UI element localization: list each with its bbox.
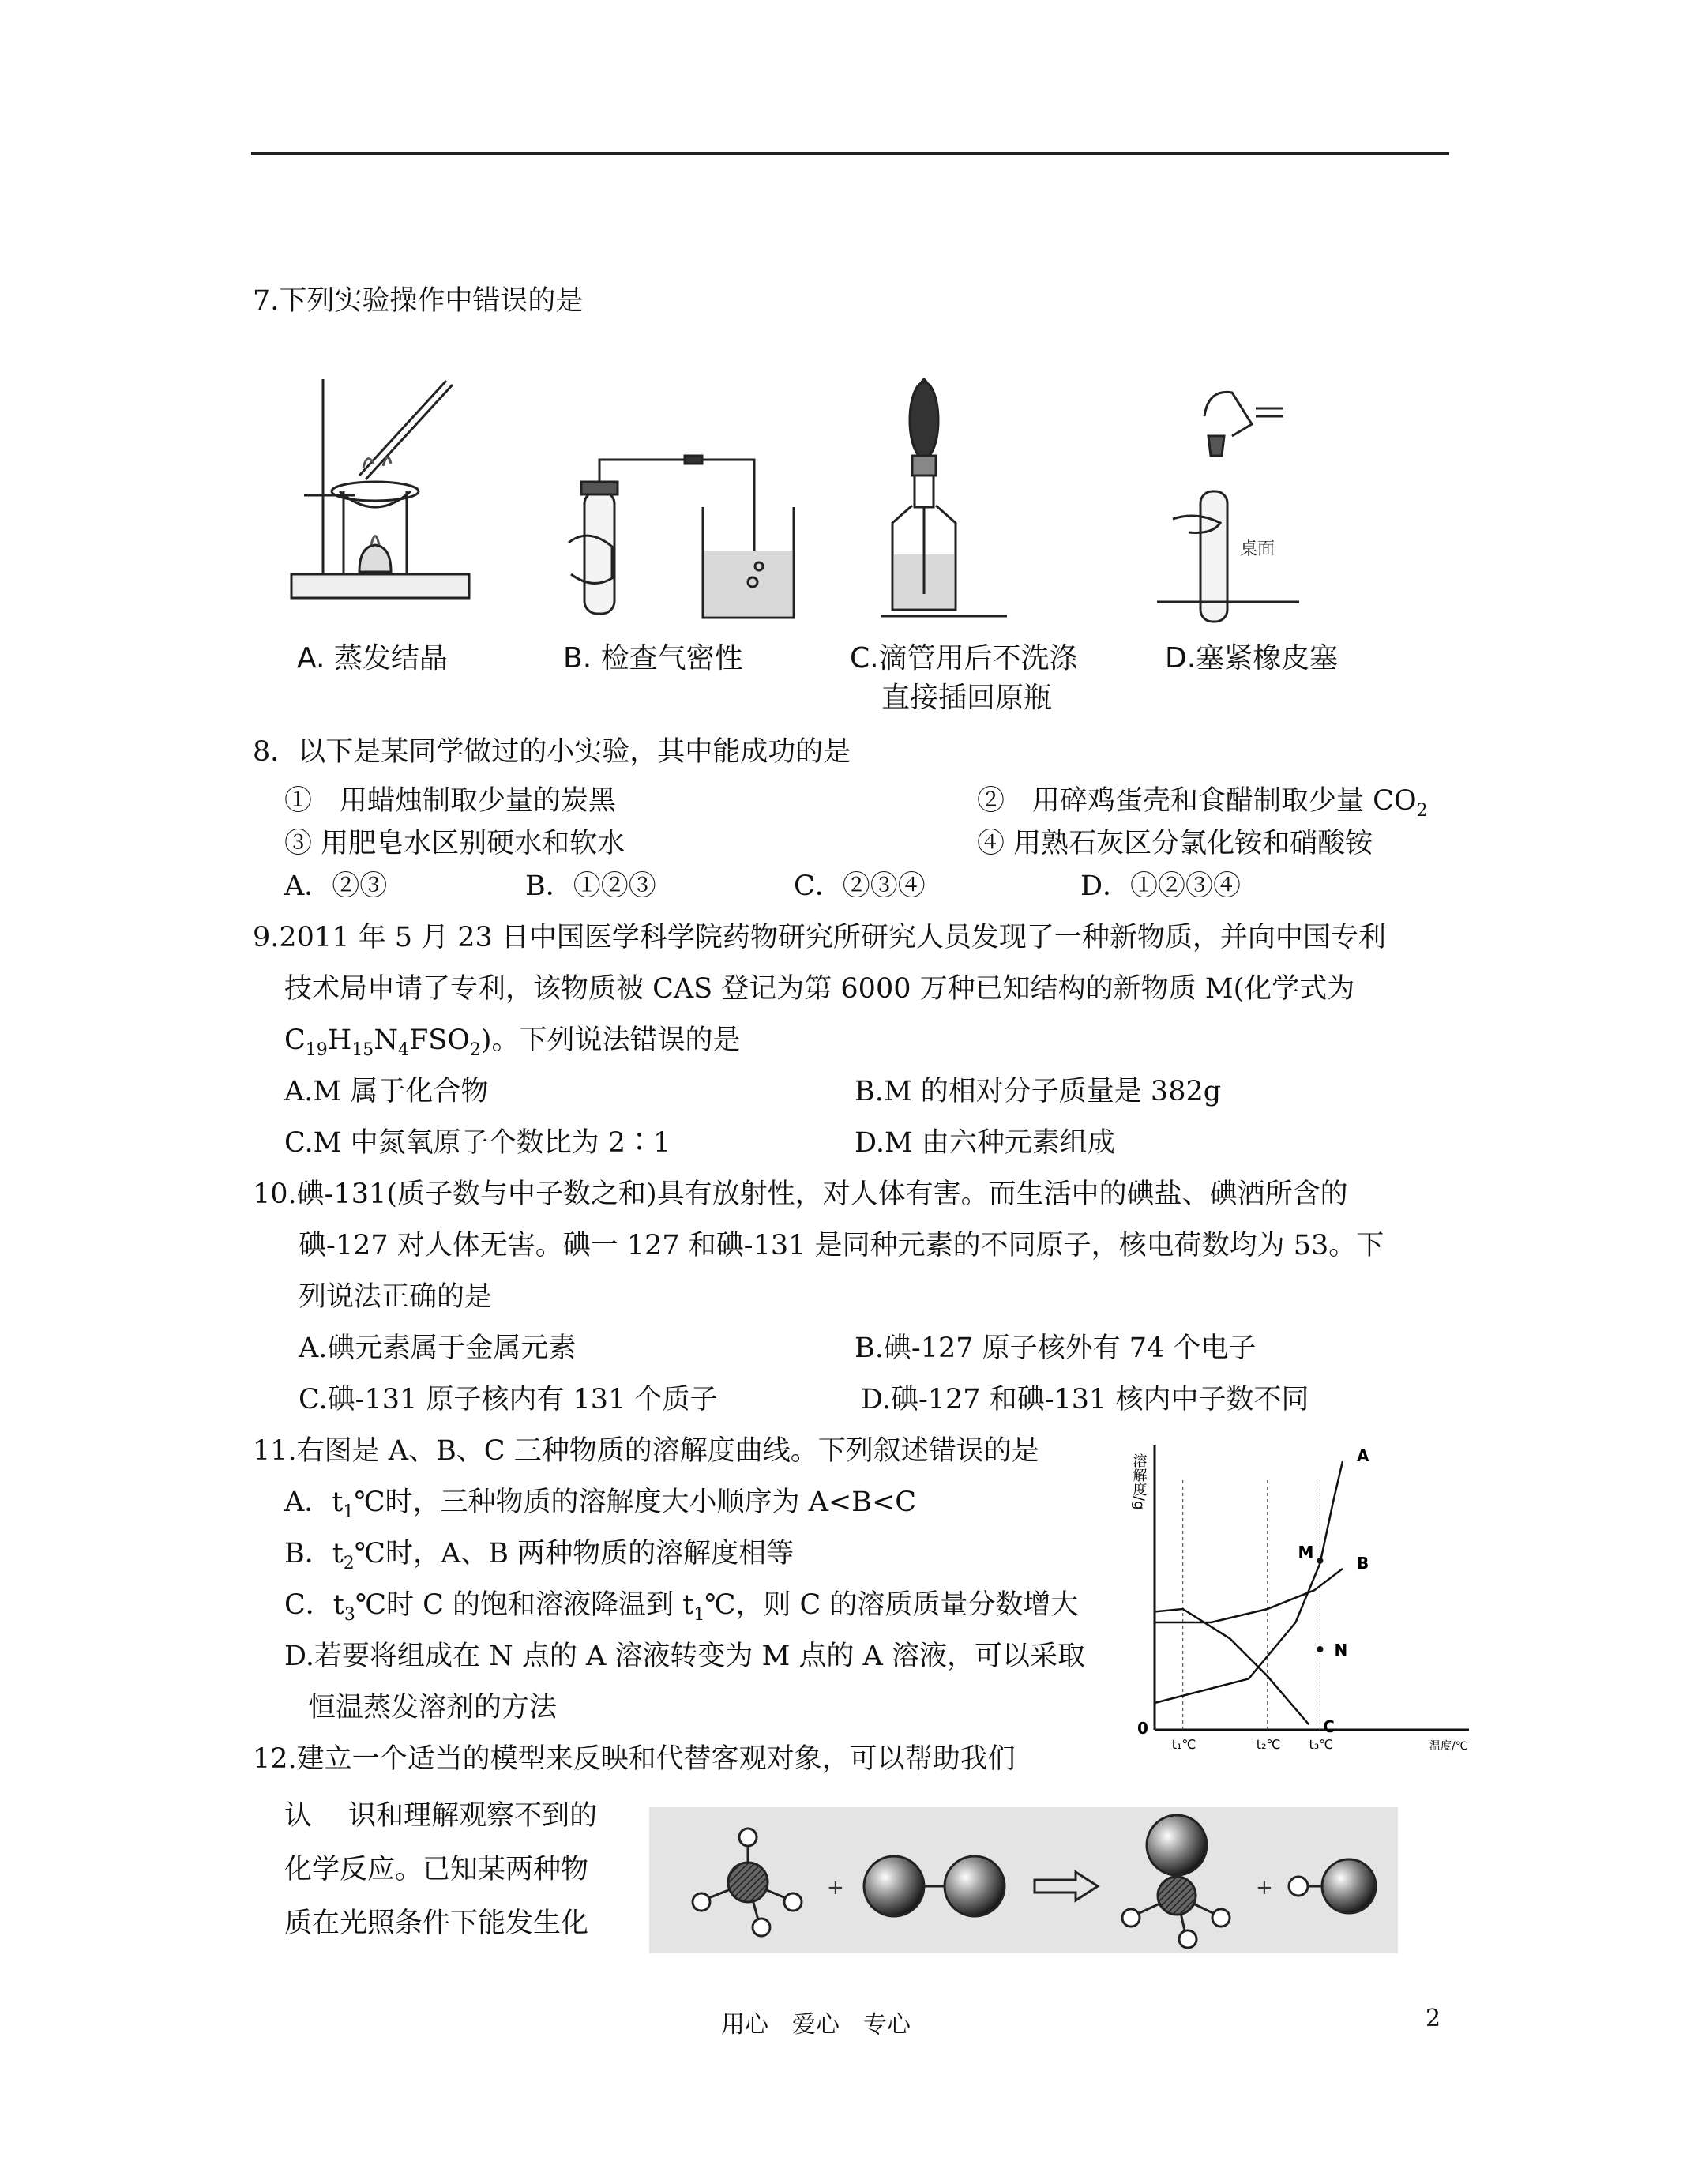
q8-item3: ③ 用肥皂水区别硬水和软水 xyxy=(284,828,625,859)
q10-option-a: A.碘元素属于金属元素 xyxy=(299,1333,577,1364)
q11-option-a: A．$t_1℃$时，三种物质的溶解度大小顺序为 A<B<C xyxy=(284,1487,917,1522)
series-label-C: C xyxy=(1323,1717,1335,1737)
x-tick-label-2: t₂℃ xyxy=(1256,1737,1281,1752)
q8-option-d: D．①②③④ xyxy=(1080,870,1242,902)
page-number: 2 xyxy=(1426,2005,1441,2032)
reaction-model-figure xyxy=(649,1807,1398,1953)
q8-option-c: C．②③④ xyxy=(794,870,926,902)
series-label-B: B xyxy=(1357,1554,1369,1573)
q9-line2: 技术局申请了专利，该物质被 CAS 登记为第 6000 万种已知结构的新物质 M(化学式为 xyxy=(284,973,1355,1005)
origin-label: 0 xyxy=(1137,1719,1148,1738)
q10-line1: 10.碘-131(质子数与中子数之和)具有放射性，对人体有害。而生活中的碘盐、碘酒所含的 xyxy=(253,1178,1348,1210)
plus-sign-1: + xyxy=(827,1876,844,1900)
x-axis-label: 温度/℃ xyxy=(1429,1740,1468,1753)
q9-line1: 9.2011 年 5 月 23 日中国医学科学院药物研究所研究人员发现了一种新物质，并向中国专利 xyxy=(253,922,1386,953)
footer-motto: 用心 爱心 专心 xyxy=(721,2011,911,2039)
q12-line2: 认 识和理解观察不到的 xyxy=(284,1800,598,1832)
q8-item4: ④ 用熟石灰区分氯化铵和硝酸铵 xyxy=(977,828,1373,859)
q8-option-a: A．②③ xyxy=(284,870,388,902)
solubility-chart xyxy=(1106,1430,1516,1761)
point-N xyxy=(1317,1646,1323,1652)
series-line-C xyxy=(1155,1609,1309,1724)
q10-line3: 列说法正确的是 xyxy=(299,1281,493,1313)
x-tick-label-1: t₁℃ xyxy=(1171,1737,1196,1752)
dropper-bottle-icon xyxy=(881,379,1007,616)
q10-option-d: D.碘-127 和碘-131 核内中子数不同 xyxy=(861,1384,1309,1415)
y-axis-label: 溶解度/g xyxy=(1130,1453,1148,1510)
q9-line3: $C_{19}H_{15}N_4FSO_2$)。下列说法错误的是 xyxy=(284,1024,741,1060)
q10-option-b: B.碘-127 原子核外有 74 个电子 xyxy=(855,1333,1257,1364)
point-M xyxy=(1317,1558,1323,1564)
q10-option-c: C.碘-131 原子核内有 131 个质子 xyxy=(299,1384,718,1415)
q7-label-d: D.塞紧橡皮塞 xyxy=(1165,642,1339,675)
q11-option-c: C．$t_3℃$时 C 的饱和溶液降温到 $t_1℃$，则 C 的溶质质量分数增大 xyxy=(284,1589,1079,1625)
q9-option-d: D.M 由六种元素组成 xyxy=(855,1127,1115,1159)
x-tick-label-3: t₃℃ xyxy=(1309,1737,1334,1752)
q11-stem: 11.右图是 A、B、C 三种物质的溶解度曲线。下列叙述错误的是 xyxy=(253,1435,1039,1467)
q9-option-c: C.M 中氮氧原子个数比为 2∶1 xyxy=(284,1127,671,1159)
q9-option-a: A.M 属于化合物 xyxy=(284,1076,489,1107)
q9-option-b: B.M 的相对分子质量是 382g xyxy=(855,1076,1222,1107)
plus-sign-2: + xyxy=(1256,1876,1273,1900)
q12-line4: 质在光照条件下能发生化 xyxy=(284,1908,589,1939)
q7-label-a: A. 蒸发结晶 xyxy=(297,642,448,675)
evaporation-apparatus-icon xyxy=(291,379,469,598)
q7-label-b: B. 检查气密性 xyxy=(563,642,743,675)
airtightness-check-icon xyxy=(569,456,794,618)
q7-stem: 7.下列实验操作中错误的是 xyxy=(253,285,584,317)
q12-line1: 12.建立一个适当的模型来反映和代替客观对象，可以帮助我们 xyxy=(253,1743,1016,1775)
insert-stopper-icon xyxy=(1157,392,1299,622)
q8-option-b: B．①②③ xyxy=(525,870,656,902)
q11-option-d1: D.若要将组成在 N 点的 A 溶液转变为 M 点的 A 溶液，可以采取 xyxy=(284,1641,1085,1672)
q12-line3: 化学反应。已知某两种物 xyxy=(284,1854,589,1885)
q8-stem: 8．以下是某同学做过的小实验，其中能成功的是 xyxy=(253,736,851,768)
q11-option-b: B．$t_2℃$时，A、B 两种物质的溶解度相等 xyxy=(284,1538,795,1573)
series-label-A: A xyxy=(1357,1446,1369,1465)
q10-line2: 碘-127 对人体无害。碘一 127 和碘-131 是同种元素的不同原子，核电荷数均为 53。下 xyxy=(299,1230,1384,1261)
header-rule xyxy=(251,152,1449,155)
q8-item2: ② 用碎鸡蛋壳和食醋制取少量 $CO_2$ xyxy=(977,785,1428,821)
q11-option-d2: 恒温蒸发溶剂的方法 xyxy=(308,1692,558,1724)
q8-item1: ① 用蜡烛制取少量的炭黑 xyxy=(284,785,617,817)
point-label-N: N xyxy=(1334,1641,1348,1660)
desk-label: 桌面 xyxy=(1240,539,1275,559)
q7-label-c2: 直接插回原瓶 xyxy=(881,682,1053,714)
point-label-M: M xyxy=(1298,1542,1314,1562)
q7-label-c1: C.滴管用后不洗涤 xyxy=(850,642,1078,675)
